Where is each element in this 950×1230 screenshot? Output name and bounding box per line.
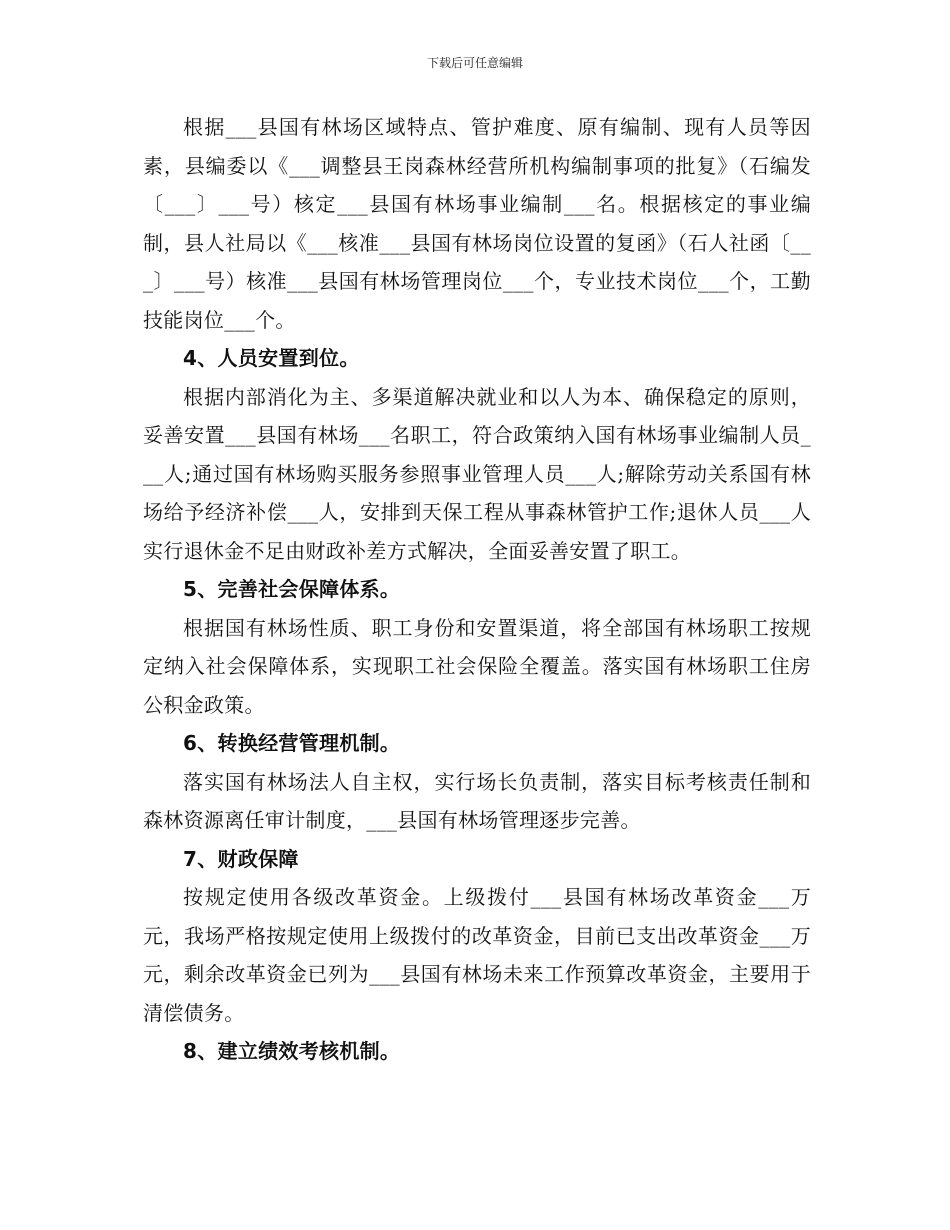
paragraph-staffing: 根据___县国有林场区域特点、管护难度、原有编制、现有人员等因素，县编委以《___调整县王岗森林经营所机构编制事项的批复》（石编发〔___〕___号）核定___县国有林场事业编制___名。根据核定的事业编制，县人社局以《___核准___县国有林场岗位设置的复函》（石人社函〔___〕___号）核准___县国有林场管理岗位___个，专业技术岗位___个，工勤技能岗位___个。 xyxy=(143,115,811,332)
heading-management-mechanism: 6、转换经营管理机制。 xyxy=(183,731,401,755)
paragraph-personnel-placement: 根据内部消化为主、多渠道解决就业和以人为本、确保稳定的原则，妥善安置___县国有林场___名职工，符合政策纳入国有林场事业编制人员___人;通过国有林场购买服务参照事业管理人员___人;解除劳动关系国有林场给予经济补偿___人，安排到天保工程从事森林管护工作;退休人员___人实行退休金不足由财政补差方式解决，全面妥善安置了职工。 xyxy=(143,384,811,563)
heading-financial-guarantee: 7、财政保障 xyxy=(183,846,299,871)
heading-performance-assessment: 8、建立绩效考核机制。 xyxy=(183,1039,401,1063)
paragraph-financial-guarantee: 按规定使用各级改革资金。上级拨付___县国有林场改革资金___万元，我场严格按规定使用上级拨付的改革资金，目前已支出改革资金___万元，剩余改革资金已列为___县国有林场未来工作预算改革资金，主要用于清偿债务。 xyxy=(143,885,811,1025)
paragraph-social-security: 根据国有林场性质、职工身份和安置渠道，将全部国有林场职工按规定纳入社会保障体系，实现职工社会保险全覆盖。落实国有林场职工住房公积金政策。 xyxy=(143,615,811,717)
document-body xyxy=(143,108,811,1071)
heading-social-security: 5、完善社会保障体系。 xyxy=(183,577,401,601)
page-header: 下载后可任意编辑 xyxy=(426,56,523,70)
paragraph-management-mechanism: 落实国有林场法人自主权，实行场长负责制，落实目标考核责任制和森林资源离任审计制度，___县国有林场管理逐步完善。 xyxy=(143,769,811,832)
heading-personnel-placement: 4、人员安置到位。 xyxy=(183,346,360,370)
